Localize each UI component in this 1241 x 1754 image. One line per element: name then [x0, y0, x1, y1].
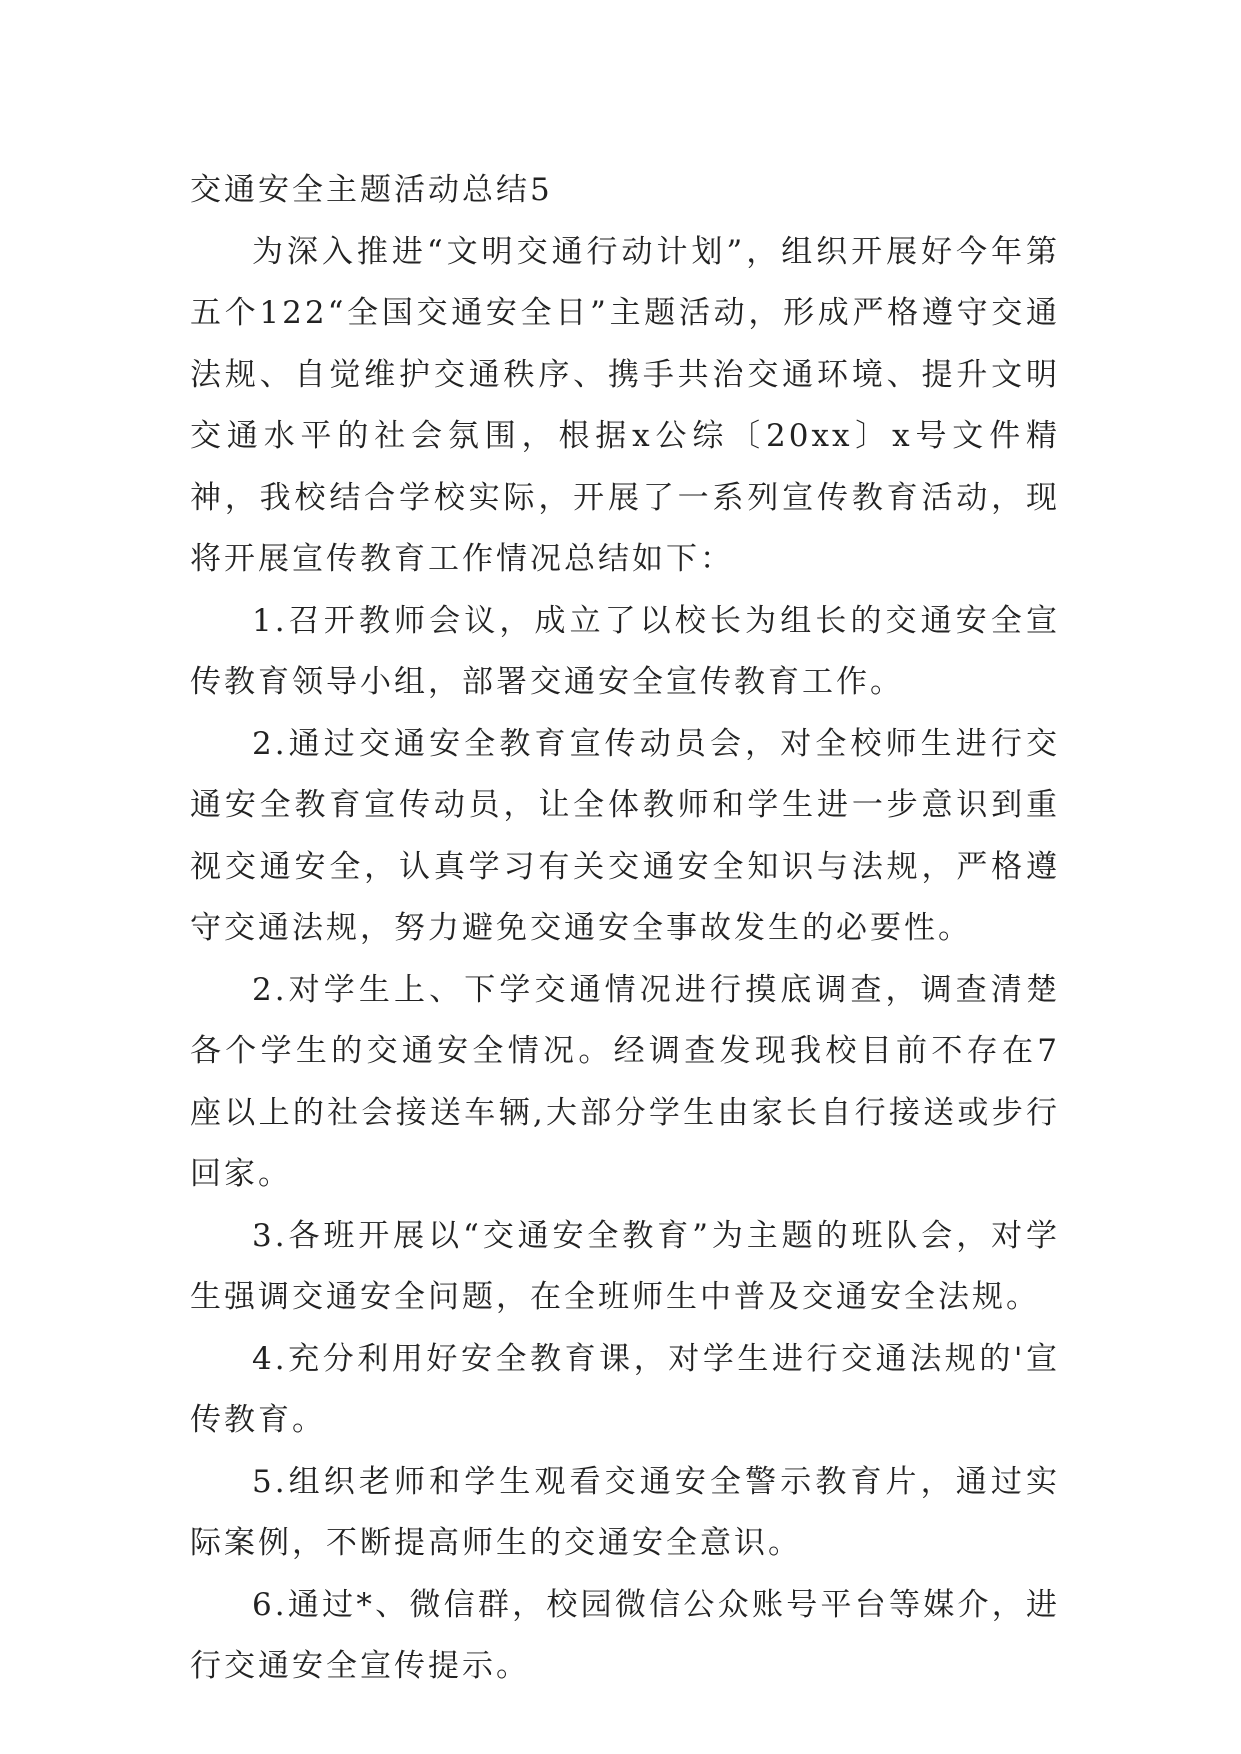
paragraph-item-3: 3.各班开展以“交通安全教育”为主题的班队会，对学生强调交通安全问题，在全班师生中普及交通安全法规。 [190, 1217, 1060, 1315]
document-title: 交通安全主题活动总结5 [190, 172, 553, 208]
document-body [190, 160, 1060, 1698]
paragraph-item-4: 4.充分利用好安全教育课，对学生进行交通法规的'宣传教育。 [190, 1340, 1060, 1438]
paragraph-item-6: 6.通过*、微信群，校园微信公众账号平台等媒介，进行交通安全宣传提示。 [190, 1586, 1060, 1684]
paragraph-item-2b: 2.对学生上、下学交通情况进行摸底调查，调查清楚各个学生的交通安全情况。经调查发现我校目前不存在7座以上的社会接送车辆,大部分学生由家长自行接送或步行回家。 [190, 971, 1060, 1192]
paragraph-item-2a: 2.通过交通安全教育宣传动员会，对全校师生进行交通安全教育宣传动员，让全体教师和学生进一步意识到重视交通安全，认真学习有关交通安全知识与法规，严格遵守交通法规，努力避免交通安全事故发生的必要性。 [190, 725, 1060, 946]
paragraph-item-5: 5.组织老师和学生观看交通安全警示教育片，通过实际案例，不断提高师生的交通安全意识。 [190, 1463, 1060, 1561]
paragraph-item-1: 1.召开教师会议，成立了以校长为组长的交通安全宣传教育领导小组，部署交通安全宣传教育工作。 [190, 602, 1060, 700]
paragraph-intro: 为深入推进“文明交通行动计划”，组织开展好今年第五个122“全国交通安全日”主题活动，形成严格遵守交通法规、自觉维护交通秩序、携手共治交通环境、提升文明交通水平的社会氛围，根据x公综〔20xx〕x号文件精神，我校结合学校实际，开展了一系列宣传教育活动，现将开展宣传教育工作情况总结如下： [190, 233, 1060, 577]
